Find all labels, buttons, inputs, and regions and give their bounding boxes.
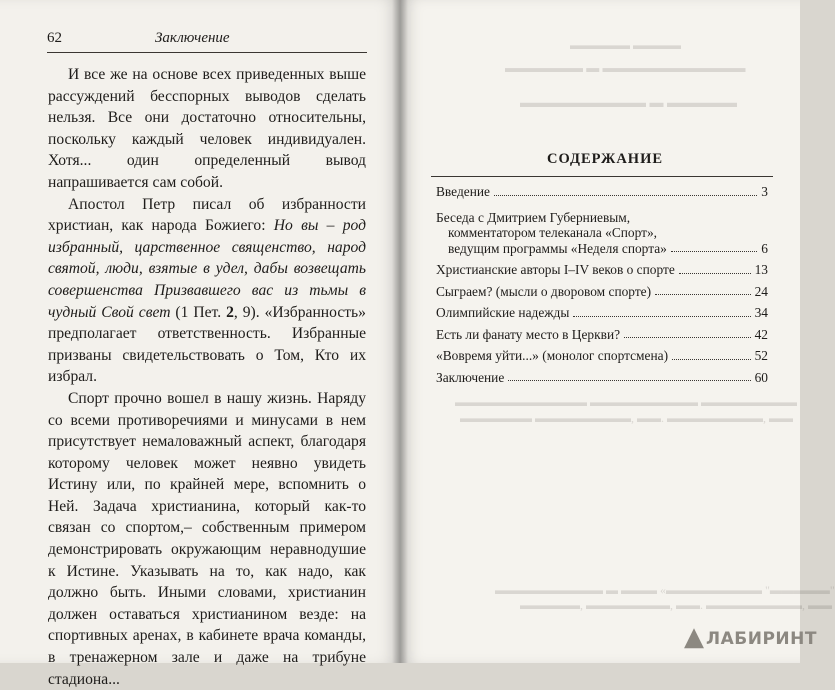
toc-entry-page: 24 xyxy=(754,283,768,299)
paragraph-text: , 9). «Избранность» предполагает ответственность. Избранные призваны свидетельствовать о Том, Кто их избрал. xyxy=(48,303,366,386)
leader-dots xyxy=(573,315,750,317)
toc-entry-page: 6 xyxy=(761,240,768,256)
toc-entry-title: Христианские авторы I–IV веков о спорте xyxy=(436,262,675,277)
toc-entry[interactable] xyxy=(436,348,768,364)
toc-entry-page: 13 xyxy=(754,262,768,277)
watermark-logo-icon: ▲ xyxy=(684,622,704,652)
running-title: Заключение xyxy=(155,30,230,46)
toc-entry[interactable] xyxy=(436,284,768,300)
toc-entry[interactable] xyxy=(436,327,768,343)
leader-dots xyxy=(494,194,757,196)
toc-entry-page: 34 xyxy=(754,305,768,320)
scripture-reference: (1 Пет. xyxy=(170,303,227,321)
toc-entry-page: 3 xyxy=(761,184,768,199)
toc-entry-title: Сыграем? (мысли о дворовом спорте) xyxy=(436,283,652,299)
toc-entry-page: 52 xyxy=(754,348,768,363)
leader-dots xyxy=(624,336,751,338)
running-head xyxy=(47,30,367,53)
toc-entry[interactable] xyxy=(436,262,768,278)
toc-heading: СОДЕРЖАНИЕ xyxy=(546,151,664,167)
toc-entry-title: Введение xyxy=(436,184,490,199)
body-text xyxy=(48,64,366,690)
book-gutter xyxy=(392,0,408,663)
toc-entry[interactable] xyxy=(436,305,768,321)
leader-dots xyxy=(679,272,751,274)
toc-entry-title: Заключение xyxy=(436,369,505,385)
toc-entry[interactable] xyxy=(436,210,768,257)
bleed-through-text: ▬▬ xyxy=(808,598,832,612)
paragraph: Спорт прочно вошел в нашу жизнь. Наряду со всеми противоречиями и минусами в нем присутствует немаловажный аспект, благодаря которому человек может неявно увидеть Истину или, по крайней мере, вспомнить о Ней. Задача христианина, который как-то связан со спортом,– собственным примером демонстрировать окружающим неравнодушие к Истине. Указывать на то, как надо, как должно быть. Иными словами, христианин должен оставаться христианином везде: на спортивных аренах, в кабинете врача команды, в тренажерном зале и даже на трибуне стадиона... xyxy=(48,389,366,688)
toc-entry-title: «Вовремя уйти...» (монолог спортсмена) xyxy=(436,348,669,363)
toc-entry-page: 60 xyxy=(754,369,768,385)
toc-entry[interactable] xyxy=(436,370,768,386)
table-of-contents xyxy=(436,184,768,385)
page-number: 62 xyxy=(47,30,62,46)
leader-dots xyxy=(655,293,751,295)
toc-entry-page: 42 xyxy=(754,326,768,342)
paragraph xyxy=(48,194,366,388)
toc-entry-title: Олимпийские надежды xyxy=(436,305,570,320)
watermark-text: ЛАБИРИНТ xyxy=(706,629,817,649)
toc-entry-title: Есть ли фанату место в Церкви? xyxy=(436,326,621,342)
leader-dots xyxy=(672,358,751,360)
leader-dots xyxy=(671,250,757,252)
toc-entry-title: ведущим программы «Неделя спорта» xyxy=(448,240,667,256)
paragraph: И все же на основе всех приведенных выше рассуждений бесспорных выводов сделать нельзя. Все они достаточно относительны, поскольку каждый человек индивидуален. Хотя... один определенный вывод напрашивается сам собой. xyxy=(48,66,366,191)
labirint-watermark xyxy=(684,620,817,654)
scripture-chapter: 2 xyxy=(226,303,234,321)
toc-divider xyxy=(431,176,773,177)
leader-dots xyxy=(508,379,750,381)
scripture-quote: Но вы – род избранный, царственное священство, народ святой, люди, взятые в удел, дабы возвещать совершенства Призвавшего вас из тьмы в чудный Свой свет xyxy=(48,217,366,321)
toc-entry-title-line: Беседа с Дмитрием Губерниевым, xyxy=(436,209,631,225)
paragraph-text: Апостол Петр писал об избранности христиан, как народа Божиего: xyxy=(48,195,366,235)
toc-entry-title-line: комментатором телеканала «Спорт», xyxy=(448,225,658,240)
toc-entry[interactable] xyxy=(436,184,768,200)
